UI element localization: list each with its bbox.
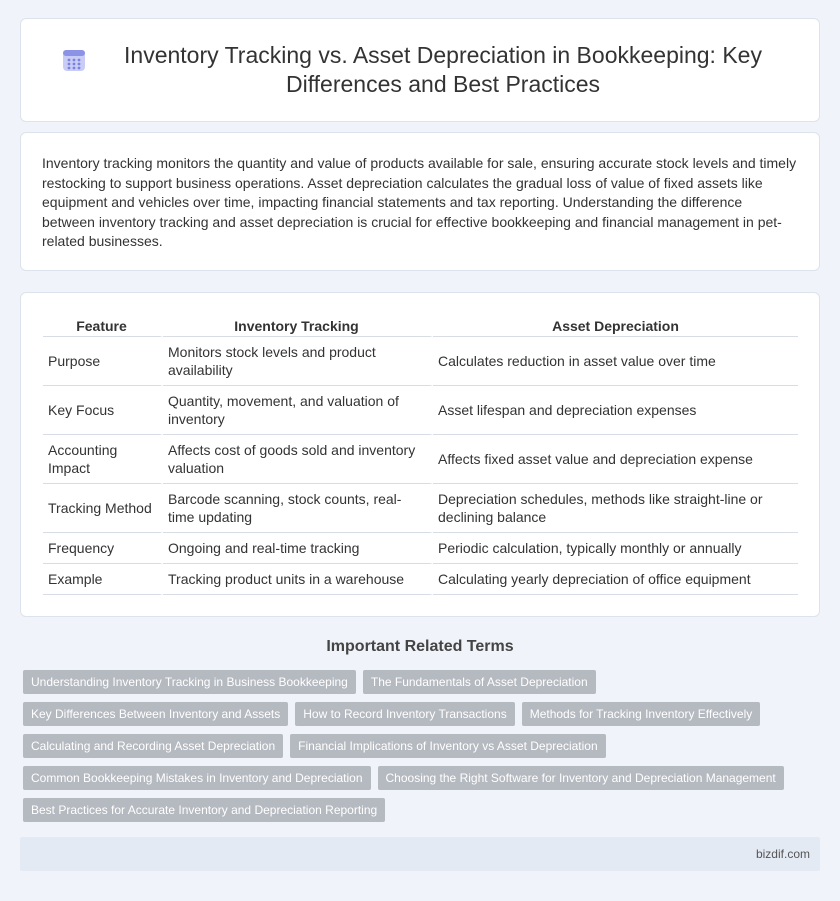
- table-cell: Affects fixed asset value and depreciation expense: [433, 435, 798, 484]
- table-cell: Barcode scanning, stock counts, real-time updating: [163, 484, 433, 533]
- related-term-tag[interactable]: Calculating and Recording Asset Depreciation: [23, 734, 283, 758]
- footer: [20, 837, 820, 871]
- related-term-tag[interactable]: Choosing the Right Software for Inventory and Depreciation Management: [378, 766, 784, 790]
- table-cell: Monitors stock levels and product availability: [163, 337, 433, 386]
- related-terms-list: [23, 670, 813, 830]
- table-cell: Tracking Method: [43, 484, 163, 533]
- table-cell: Quantity, movement, and valuation of inventory: [163, 386, 433, 435]
- table-cell: Purpose: [43, 337, 163, 386]
- page-title: Inventory Tracking vs. Asset Depreciation in Bookkeeping: Key Differences and Best Practices: [124, 42, 762, 97]
- table-row: [43, 337, 798, 386]
- related-term-tag[interactable]: Understanding Inventory Tracking in Business Bookkeeping: [23, 670, 356, 694]
- related-term-tag[interactable]: Common Bookkeeping Mistakes in Inventory and Depreciation: [23, 766, 371, 790]
- related-term-tag[interactable]: The Fundamentals of Asset Depreciation: [363, 670, 596, 694]
- table-cell: Depreciation schedules, methods like straight-line or declining balance: [433, 484, 798, 533]
- table-cell: Tracking product units in a warehouse: [163, 564, 433, 595]
- table-header-row: [43, 313, 798, 337]
- related-term-tag[interactable]: Best Practices for Accurate Inventory and Depreciation Reporting: [23, 798, 385, 822]
- related-term-tag[interactable]: Methods for Tracking Inventory Effectively: [522, 702, 761, 726]
- table-row: [43, 435, 798, 484]
- comparison-table: [43, 313, 798, 595]
- column-header: Asset Depreciation: [433, 313, 798, 337]
- column-header: Inventory Tracking: [163, 313, 433, 337]
- related-term-tag[interactable]: Key Differences Between Inventory and Assets: [23, 702, 288, 726]
- table-row: [43, 564, 798, 595]
- table-cell: Key Focus: [43, 386, 163, 435]
- table-cell: Periodic calculation, typically monthly or annually: [433, 533, 798, 564]
- table-cell: Asset lifespan and depreciation expenses: [433, 386, 798, 435]
- intro-paragraph: Inventory tracking monitors the quantity and value of products available for sale, ensuring accurate stock levels and timely restocking to support business operations. Asset depreciation calculates the gradual loss of value of fixed assets like equipment and vehicles over time, impacting financial statements and tax reporting. Understanding the difference between inventory tracking and asset depreciation is crucial for effective bookkeeping and financial management in pet-related businesses.: [42, 155, 797, 250]
- table-row: [43, 386, 798, 435]
- column-header: Feature: [43, 313, 163, 337]
- table-cell: Accounting Impact: [43, 435, 163, 484]
- table-cell: Example: [43, 564, 163, 595]
- table-cell: Frequency: [43, 533, 163, 564]
- table-cell: Ongoing and real-time tracking: [163, 533, 433, 564]
- intro-card: [20, 132, 820, 271]
- table-cell: Affects cost of goods sold and inventory valuation: [163, 435, 433, 484]
- table-cell: Calculates reduction in asset value over time: [433, 337, 798, 386]
- related-terms-heading: Important Related Terms: [326, 638, 514, 655]
- table-row: [43, 533, 798, 564]
- table-row: [43, 484, 798, 533]
- related-term-tag[interactable]: How to Record Inventory Transactions: [295, 702, 514, 726]
- footer-site-link[interactable]: bizdif.com: [755, 847, 810, 861]
- calendar-grid-icon: [61, 47, 87, 73]
- comparison-table-card: [20, 292, 820, 617]
- table-cell: Calculating yearly depreciation of office equipment: [433, 564, 798, 595]
- title-card: [20, 18, 820, 122]
- related-term-tag[interactable]: Financial Implications of Inventory vs Asset Depreciation: [290, 734, 605, 758]
